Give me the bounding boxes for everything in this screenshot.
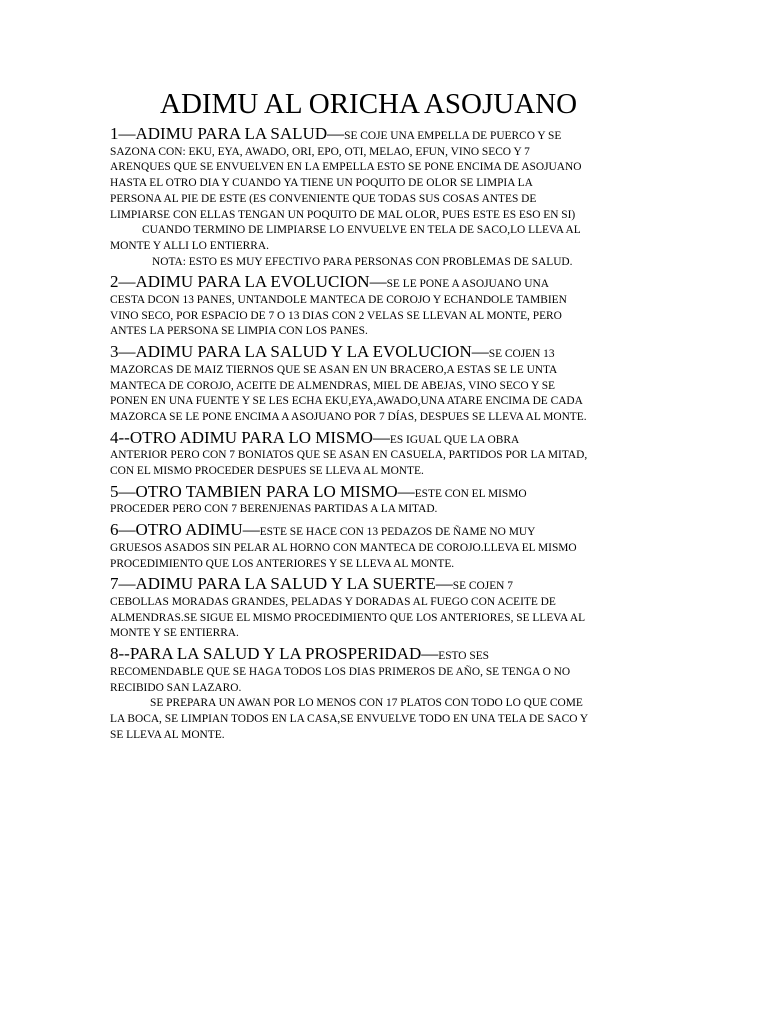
section-8-para2-line-0: SE PREPARA UN AWAN POR LO MENOS CON 17 PLATOS CON TODO LO QUE COME (150, 697, 583, 710)
section-8-line-0: ESTO SES (438, 650, 489, 663)
section-3-body (110, 363, 658, 426)
section-2-line-2: VINO SECO, POR ESPACIO DE 7 O 13 DIAS CON 2 VELAS SE LLEVAN AL MONTE, PERO (110, 309, 562, 322)
section-1-line-5: LIMPIARSE CON ELLAS TENGAN UN POQUITO DE MAL OLOR, PUES ESTE ES ESO EN SI) (110, 208, 576, 221)
section-4-line-2: CON EL MISMO PROCEDER DESPUES SE LLEVA AL MONTE. (110, 465, 424, 478)
section-6-heading: 6—OTRO ADIMU— (110, 520, 260, 540)
section-6-line-0: ESTE SE HACE CON 13 PEDAZOS DE ÑAME NO MUY (259, 526, 536, 539)
section-8 (110, 644, 658, 743)
section-5-line-1: PROCEDER PERO CON 7 BERENJENAS PARTIDAS A LA MITAD. (110, 503, 438, 516)
section-7-body (110, 595, 658, 642)
section-7-heading: 7—ADIMU PARA LA SALUD Y LA SUERTE— (110, 574, 453, 594)
section-3-line-2: MANTECA DE COROJO, ACEITE DE ALMENDRAS, MIEL DE ABEJAS, VINO SECO Y SE (110, 379, 555, 392)
section-8-para2-line-2: SE LLEVA AL MONTE. (110, 728, 225, 741)
section-8-para2-line-1: LA BOCA, SE LIMPIAN TODOS EN LA CASA,SE ENVUELVE TODO EN UNA TELA DE SACO Y (110, 712, 589, 725)
section-1-note (110, 255, 658, 271)
section-8-para2 (110, 696, 658, 743)
section-5-line-0: ESTE CON EL MISMO (414, 487, 527, 500)
section-5 (110, 482, 658, 518)
section-7-line-0: SE COJEN 7 (452, 580, 513, 593)
section-4-line-1: ANTERIOR PERO CON 7 BONIATOS QUE SE ASAN EN CASUELA, PARTIDOS POR LA MITAD, (110, 449, 588, 462)
section-1-para2-line-0: CUANDO TERMINO DE LIMPIARSE LO ENVUELVE EN TELA DE SACO,LO LLEVA AL (142, 224, 581, 237)
section-6-line-2: PROCEDIMIENTO QUE LOS ANTERIORES Y SE LLEVA AL MONTE. (110, 557, 455, 570)
section-8-body (110, 665, 658, 696)
section-6-line-1: GRUESOS ASADOS SIN PELAR AL HORNO CON MANTECA DE COROJO.LLEVA EL MISMO (110, 541, 577, 554)
section-1-line-0: SE COJE UNA EMPELLA DE PUERCO Y SE (344, 130, 562, 142)
section-3-line-1: MAZORCAS DE MAIZ TIERNOS QUE SE ASAN EN UN BRACERO,A ESTAS SE LE UNTA (110, 363, 558, 376)
document-title: ADIMU AL ORICHA ASOJUANO (160, 88, 578, 120)
section-1-heading: 1—ADIMU PARA LA SALUD— (110, 124, 345, 143)
section-7-line-2: ALMENDRAS.SE SIGUE EL MISMO PROCEDIMIENTO QUE LOS ANTERIORES, SE LLEVA AL (110, 611, 586, 624)
section-2-line-3: ANTES LA PERSONA SE LIMPIA CON LOS PANES. (110, 325, 368, 338)
section-4 (110, 428, 658, 480)
section-2-line-0: SE LE PONE A ASOJUANO UNA (386, 278, 549, 291)
section-6 (110, 520, 658, 572)
section-6-body (110, 541, 658, 572)
document-page (110, 84, 658, 743)
section-1-para2-line-1: MONTE Y ALLI LO ENTIERRA. (110, 239, 269, 252)
section-1-line-3: HASTA EL OTRO DIA Y CUANDO YA TIENE UN POQUITO DE OLOR SE LIMPIA LA (110, 177, 533, 190)
section-5-heading: 5—OTRO TAMBIEN PARA LO MISMO— (110, 481, 415, 501)
section-2 (110, 272, 658, 340)
section-1-line-2: ARENQUES QUE SE ENVUELVEN EN LA EMPELLA ESTO SE PONE ENCIMA DE ASOJUANO (110, 161, 582, 174)
section-3-heading: 3—ADIMU PARA LA SALUD Y LA EVOLUCION— (110, 342, 489, 362)
section-4-heading: 4--OTRO ADIMU PARA LO MISMO— (110, 427, 390, 447)
section-3-line-0: SE COJEN 13 (488, 348, 555, 361)
section-2-line-1: CESTA DCON 13 PANES, UNTANDOLE MANTECA DE COROJO Y ECHANDOLE TAMBIEN (110, 294, 567, 307)
section-2-heading: 2—ADIMU PARA LA EVOLUCION— (110, 272, 387, 292)
section-1-note-text: NOTA: ESTO ES MUY EFECTIVO PARA PERSONAS CON PROBLEMAS DE SALUD. (152, 255, 573, 268)
section-1-line-1: SAZONA CON: EKU, EYA, AWADO, ORI, EPO, OTI, MELAO, EFUN, VINO SECO Y 7 (110, 145, 530, 158)
section-3-line-3: PONEN EN UNA FUENTE Y SE LES ECHA EKU,EYA,AWADO,UNA ATARE ENCIMA DE CADA (110, 395, 583, 408)
section-1-para2 (110, 223, 658, 254)
section-7 (110, 574, 658, 642)
section-3 (110, 342, 658, 426)
section-4-line-0: ES IGUAL QUE LA OBRA (389, 433, 520, 446)
section-5-body (110, 502, 658, 518)
section-3-line-4: MAZORCA SE LE PONE ENCIMA A ASOJUANO POR 7 DÍAS, DESPUES SE LLEVA AL MONTE. (110, 410, 587, 423)
section-7-line-3: MONTE Y SE ENTIERRA. (110, 627, 239, 640)
section-7-line-1: CEBOLLAS MORADAS GRANDES, PELADAS Y DORADAS AL FUEGO CON ACEITE DE (110, 595, 556, 608)
section-2-body (110, 293, 658, 340)
section-1 (110, 124, 658, 270)
section-4-body (110, 448, 658, 479)
section-8-line-1: RECOMENDABLE QUE SE HAGA TODOS LOS DIAS PRIMEROS DE AÑO, SE TENGA O NO (110, 665, 571, 678)
section-1-body (110, 145, 658, 224)
section-8-heading: 8--PARA LA SALUD Y LA PROSPERIDAD— (110, 644, 439, 664)
section-1-line-4: PERSONA AL PIE DE ESTE (ES CONVENIENTE QUE TODAS SUS COSAS ANTES DE (110, 192, 537, 205)
section-8-line-2: RECIBIDO SAN LAZARO. (110, 681, 242, 694)
